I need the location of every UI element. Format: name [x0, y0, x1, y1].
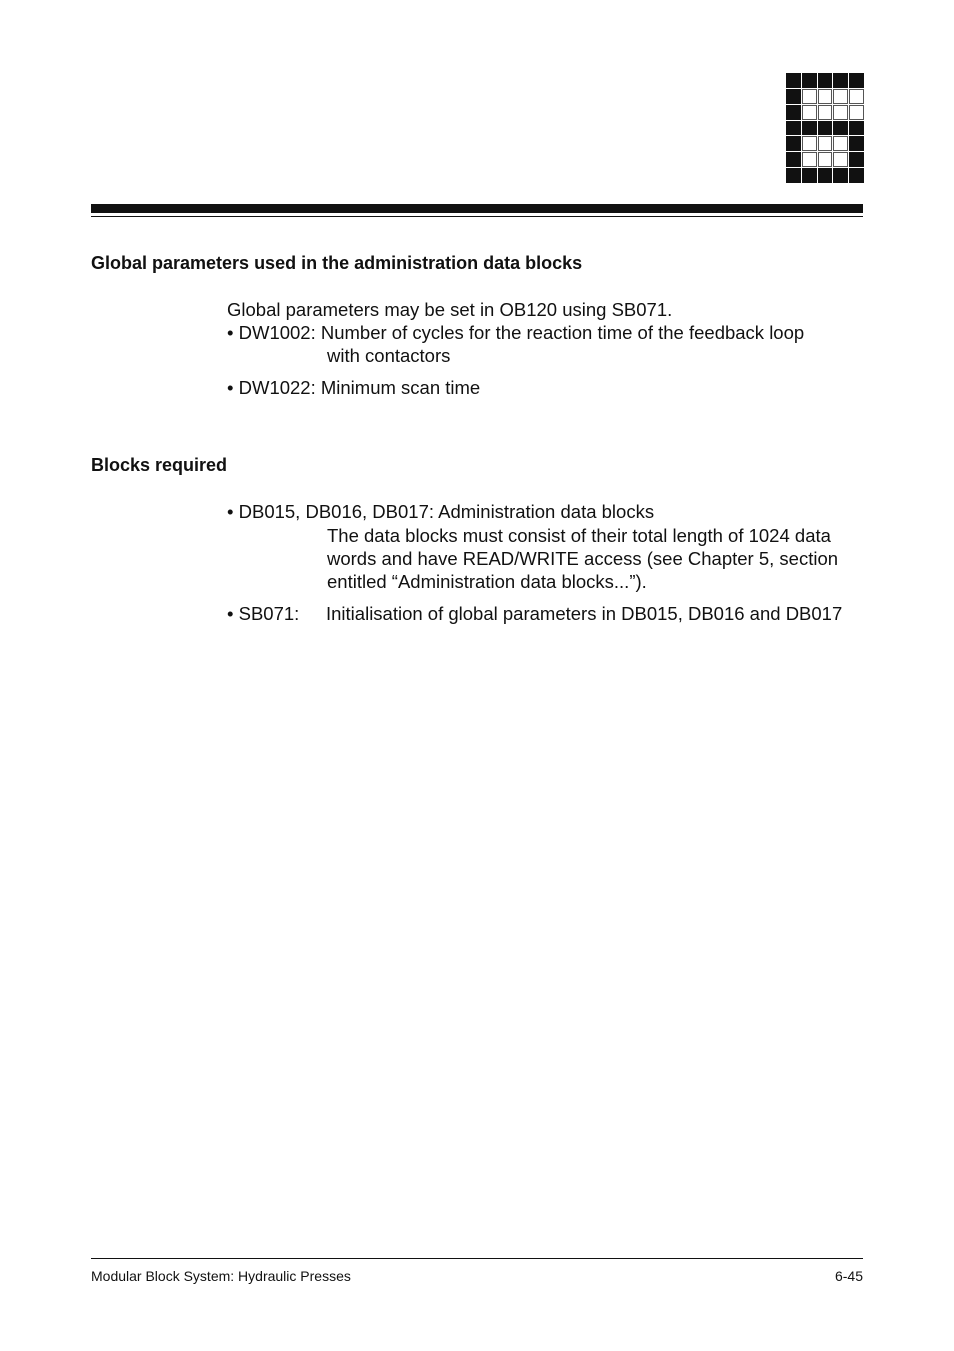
logo-cell — [833, 89, 848, 104]
header-rule-thick — [91, 204, 863, 213]
logo-cell — [786, 105, 801, 120]
logo-cell — [818, 73, 833, 88]
logo-cell — [802, 152, 817, 167]
logo-cell — [833, 152, 848, 167]
bullet-sb071-text: Initialisation of global parameters in DB015, DB016 and DB017 — [326, 603, 843, 624]
bullet-db-blocks: • DB015, DB016, DB017: Administration data blocks — [227, 501, 655, 522]
logo-cell — [833, 168, 848, 183]
logo-cell — [786, 136, 801, 151]
logo-cell — [849, 105, 864, 120]
logo-cell — [818, 105, 833, 120]
logo-cell — [833, 105, 848, 120]
logo-cell — [818, 136, 833, 151]
bullet-dw1022: • DW1022: Minimum scan time — [227, 377, 481, 398]
section-heading-blocks-required: Blocks required — [91, 455, 228, 475]
logo-cell — [849, 73, 864, 88]
logo-cell — [802, 168, 817, 183]
logo-cell — [786, 121, 801, 136]
db-blocks-description-line: The data blocks must consist of their total length of 1024 data — [327, 525, 831, 546]
logo-cell — [849, 168, 864, 183]
logo-cell — [786, 168, 801, 183]
logo-cell — [786, 73, 801, 88]
logo-cell — [802, 73, 817, 88]
bullet-dw1002: • DW1002: Number of cycles for the reaction time of the feedback loop — [227, 322, 805, 343]
page-number: 6-45 — [834, 1268, 863, 1284]
logo-cell — [802, 136, 817, 151]
logo-cell — [833, 121, 848, 136]
logo-cell — [833, 73, 848, 88]
logo-cell — [818, 152, 833, 167]
logo-cell — [802, 121, 817, 136]
chapter-logo-grid — [786, 73, 864, 183]
logo-cell — [849, 136, 864, 151]
bullet-dw1002-continuation: with contactors — [327, 345, 451, 366]
footer-title: Modular Block System: Hydraulic Presses — [91, 1268, 351, 1284]
db-blocks-description-line: entitled “Administration data blocks...”). — [327, 571, 647, 592]
logo-cell — [833, 136, 848, 151]
logo-cell — [818, 168, 833, 183]
intro-text: Global parameters may be set in OB120 using SB071. — [227, 299, 673, 320]
bullet-sb071-label: • SB071: — [227, 603, 300, 624]
logo-cell — [802, 105, 817, 120]
footer-rule — [91, 1258, 863, 1259]
logo-cell — [849, 89, 864, 104]
logo-cell — [802, 89, 817, 104]
logo-cell — [818, 89, 833, 104]
logo-cell — [786, 152, 801, 167]
logo-cell — [849, 121, 864, 136]
header-rule-thin — [91, 216, 863, 217]
db-blocks-description-line: words and have READ/WRITE access (see Chapter 5, section — [327, 548, 839, 569]
logo-cell — [786, 89, 801, 104]
logo-cell — [849, 152, 864, 167]
logo-cell — [818, 121, 833, 136]
section-heading-global-parameters: Global parameters used in the administration data blocks — [91, 253, 583, 273]
